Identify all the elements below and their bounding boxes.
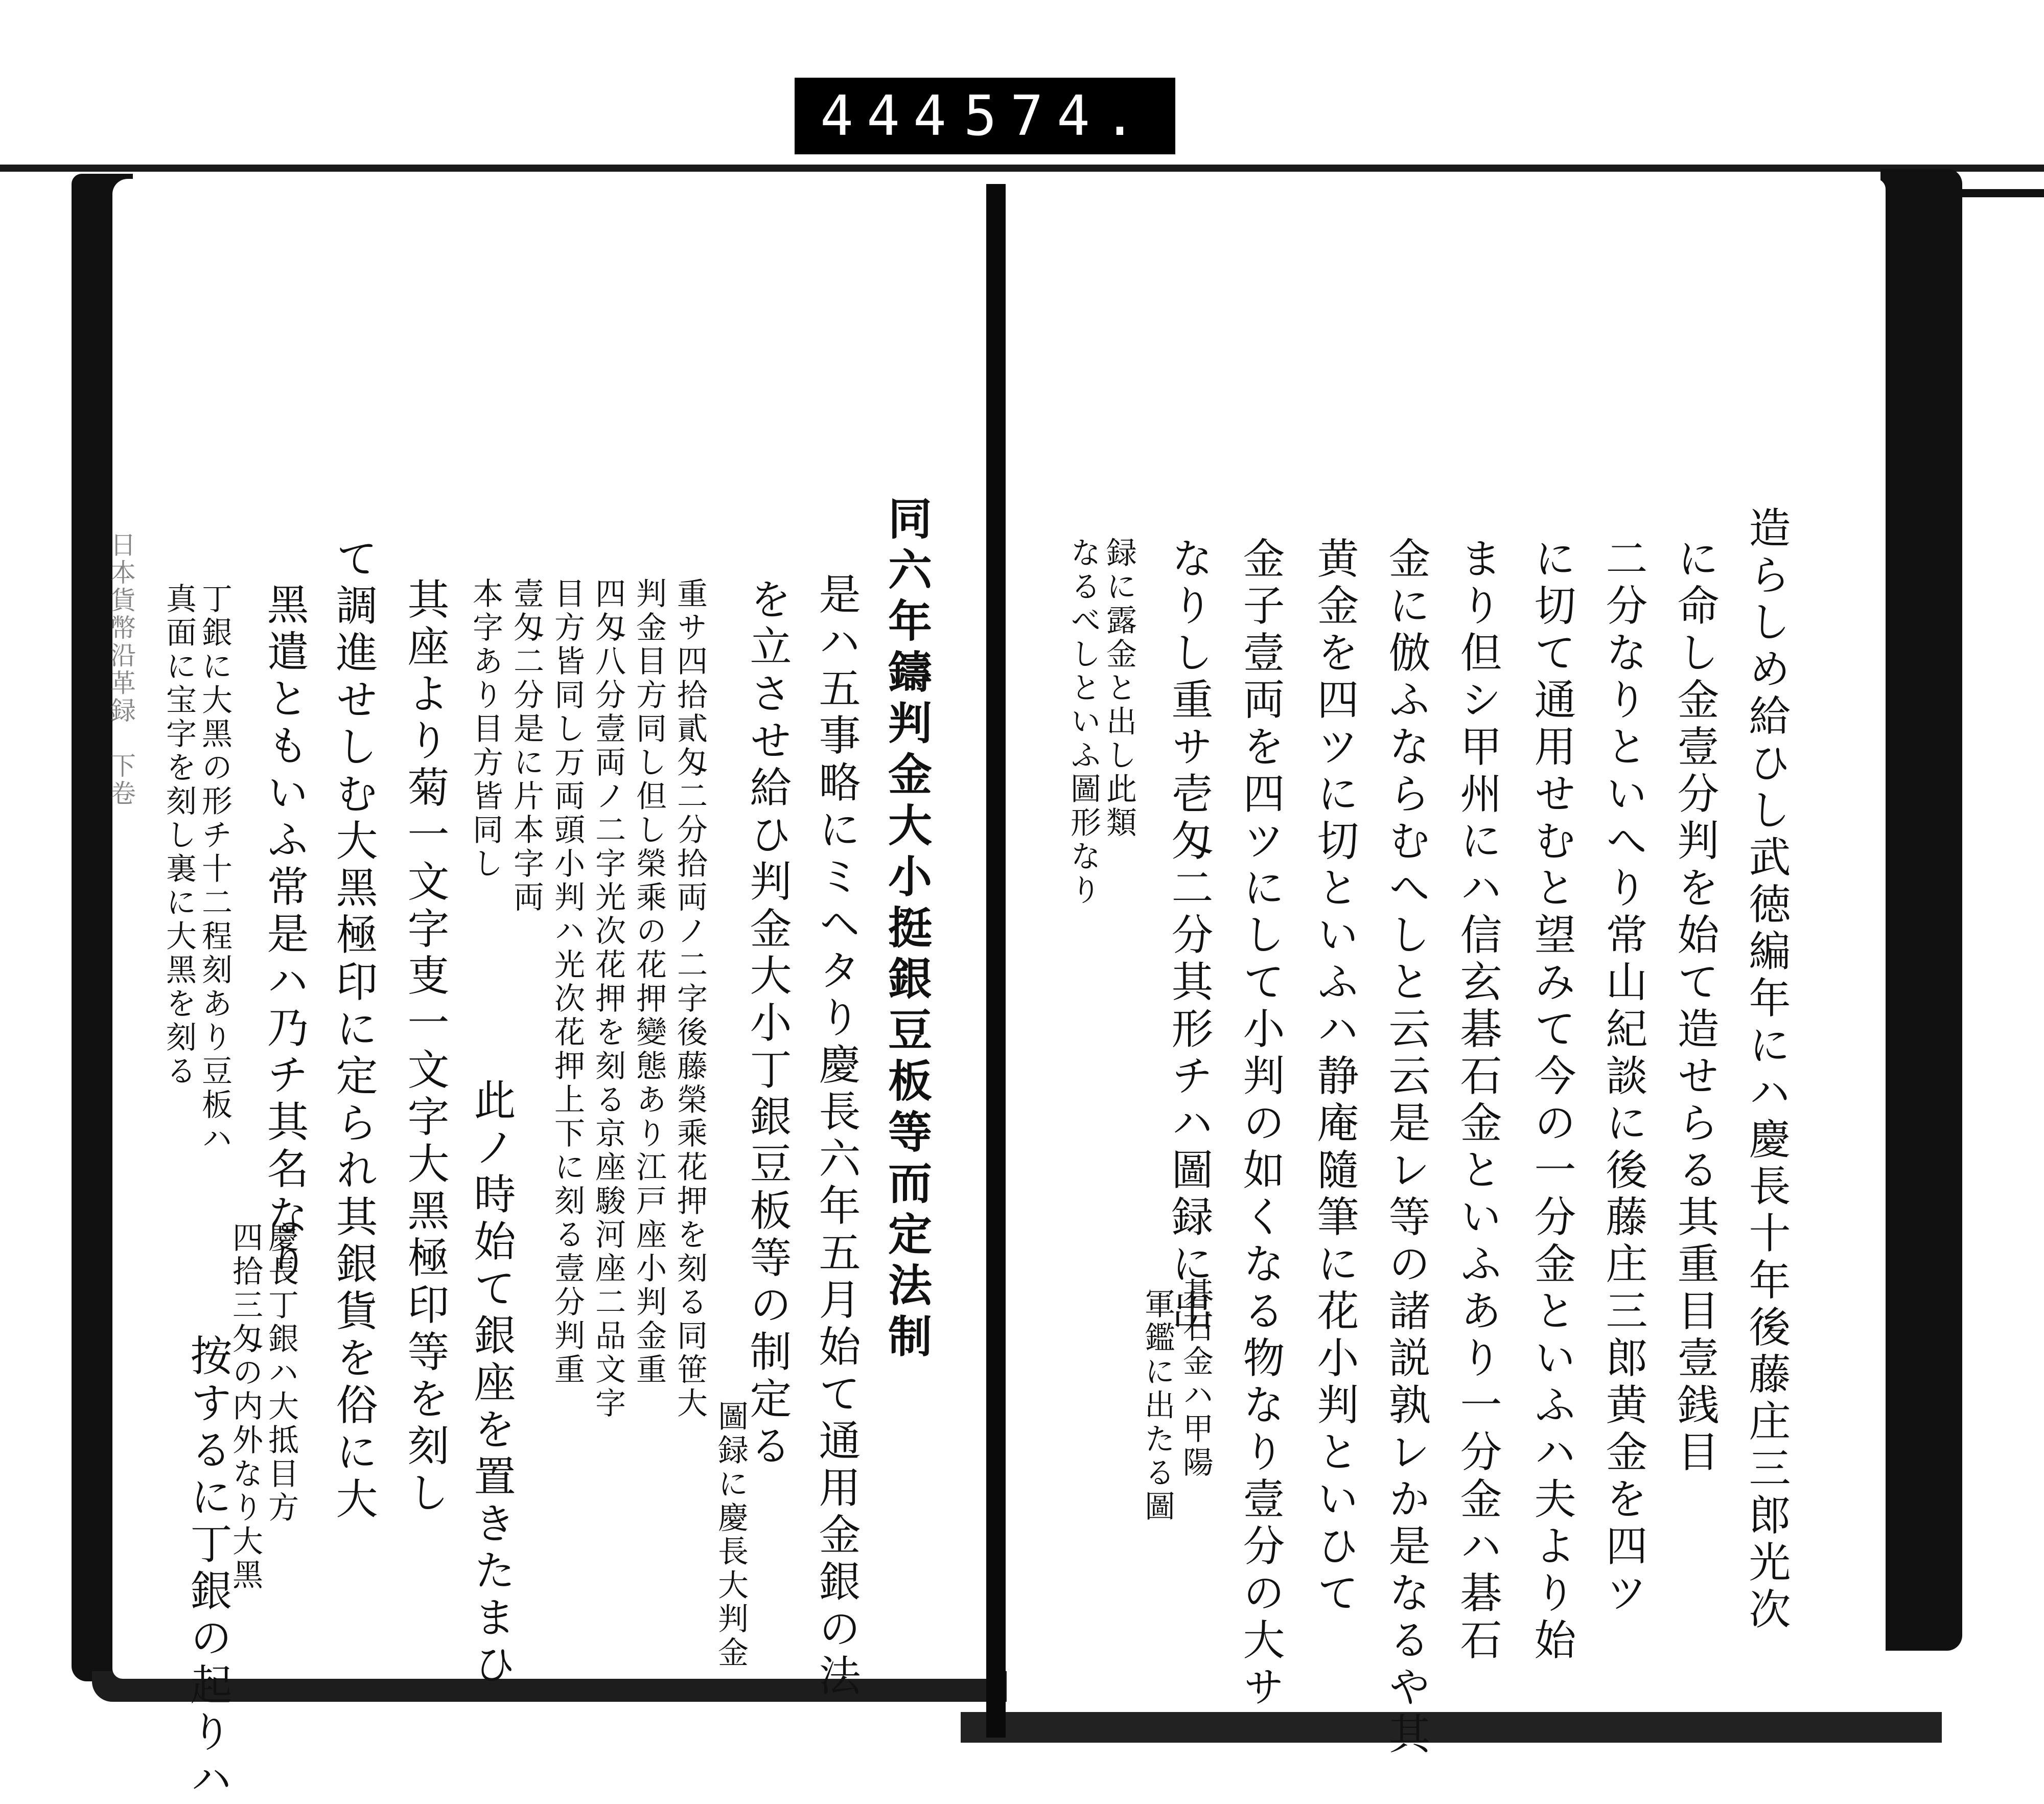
- right-main-column-3: 二分なりといへり常山紀談に後藤庄三郎黄金を四ツ: [1599, 537, 1647, 1618]
- right-note-column-2: 軍鑑に出たる圖: [1140, 1288, 1175, 1524]
- left-note-column-1: 重サ四拾貳匁二分拾両ノ二字後藤榮乘花押を刻る同笹大: [672, 577, 708, 1421]
- left-note-column-9: 四拾三匁の内外なり大黑: [227, 1221, 263, 1592]
- left-main-column-2: を立させ給ひ判金大小丁銀豆板等の制定る: [743, 577, 792, 1471]
- left-main-column-6: 按するに丁銀の起りハ: [183, 1334, 232, 1804]
- left-note-column-6: 本字あり目方皆同し: [468, 577, 503, 881]
- right-main-column-7: 黄金を四ツに切といふハ静庵隨筆に花小判といひて: [1310, 537, 1359, 1618]
- left-note-column-11: 真面に宝字を刻し裏に大黑を刻る: [161, 583, 197, 1089]
- right-main-column-1: 造らしめ給ひし武徳編年にハ慶長十年後藤庄三郎光次: [1742, 506, 1791, 1634]
- left-note-column-8: 慶長丁銀ハ大抵目方: [263, 1221, 299, 1525]
- right-main-column-5: まり但シ甲州にハ信玄碁石金といふあり一分金ハ碁石: [1453, 537, 1502, 1665]
- right-page: [1007, 179, 1886, 1759]
- open-book: [61, 164, 2003, 1804]
- right-main-column-9: なりし重サ壱匁二分其形チハ圖録に出: [1165, 537, 1213, 1336]
- book-right-edge: [1880, 169, 1962, 1651]
- right-main-column-8: 金子壹両を四ツにして小判の如くなる物なり壹分の大サ: [1236, 537, 1285, 1712]
- section-heading: 同六年鑄判金大小挺銀豆板等而定法制: [880, 496, 932, 1364]
- left-page: [106, 179, 986, 1804]
- left-main-column-1: 是ハ五事略にミヘタり慶長六年五月始て通用金銀の法: [812, 572, 861, 1701]
- left-note-column-7: 此ノ時始て銀座を置きたまひ: [467, 1078, 516, 1690]
- left-note-column-3: 四匁八分壹両ノ二字光次花押を刻る京座駿河座二品文字: [590, 577, 626, 1421]
- catalog-number-label: [795, 78, 1175, 154]
- left-note-column-5: 壹匁二分是に片本字両: [508, 577, 544, 915]
- right-main-column-4: に切て通用せむと望みて今の一分金といふハ夫より始: [1527, 537, 1576, 1665]
- right-main-column-6: 金に倣ふならむへしと云云是レ等の諸説孰レか是なるや其: [1382, 537, 1430, 1759]
- right-main-column-2: に命し金壹分判を始て造せらる其重目壹銭目: [1670, 537, 1719, 1477]
- left-main-column-4: て調進せしむ大黑極印に定られ其銀貨を俗に大: [329, 537, 378, 1524]
- book-bottom-right-edge: [961, 1712, 1942, 1743]
- right-note-column-4: なるべしといふ圖形なり: [1065, 537, 1101, 908]
- catalog-number-left: 444: [820, 84, 960, 148]
- left-note-column-0: 圖録に慶長大判金: [713, 1400, 749, 1670]
- left-note-column-4: 目方皆同し万両頭小判ハ光次花押上下に刻る壹分判重: [549, 577, 585, 1387]
- left-note-column-10: 丁銀に大黑の形チ十二程刻あり豆板ハ: [197, 583, 233, 1156]
- left-main-column-3: 其座より菊一文字叓一文字大黑極印等を刻し: [401, 577, 449, 1518]
- book-gutter: [986, 184, 1006, 1738]
- left-note-column-2: 判金目方同し但し榮乘の花押變態あり江戸座小判金重: [631, 577, 667, 1387]
- catalog-number-right: 574.: [963, 84, 1150, 148]
- right-note-column-3: 録に露金と出し此類: [1101, 537, 1137, 840]
- right-note-column-1: 碁石金ハ甲陽: [1178, 1278, 1214, 1480]
- left-margin-header: 日本貨幣沿革録 下卷: [106, 531, 136, 807]
- left-main-column-5: 黑遣ともいふ常是ハ乃チ其名なり: [260, 583, 309, 1288]
